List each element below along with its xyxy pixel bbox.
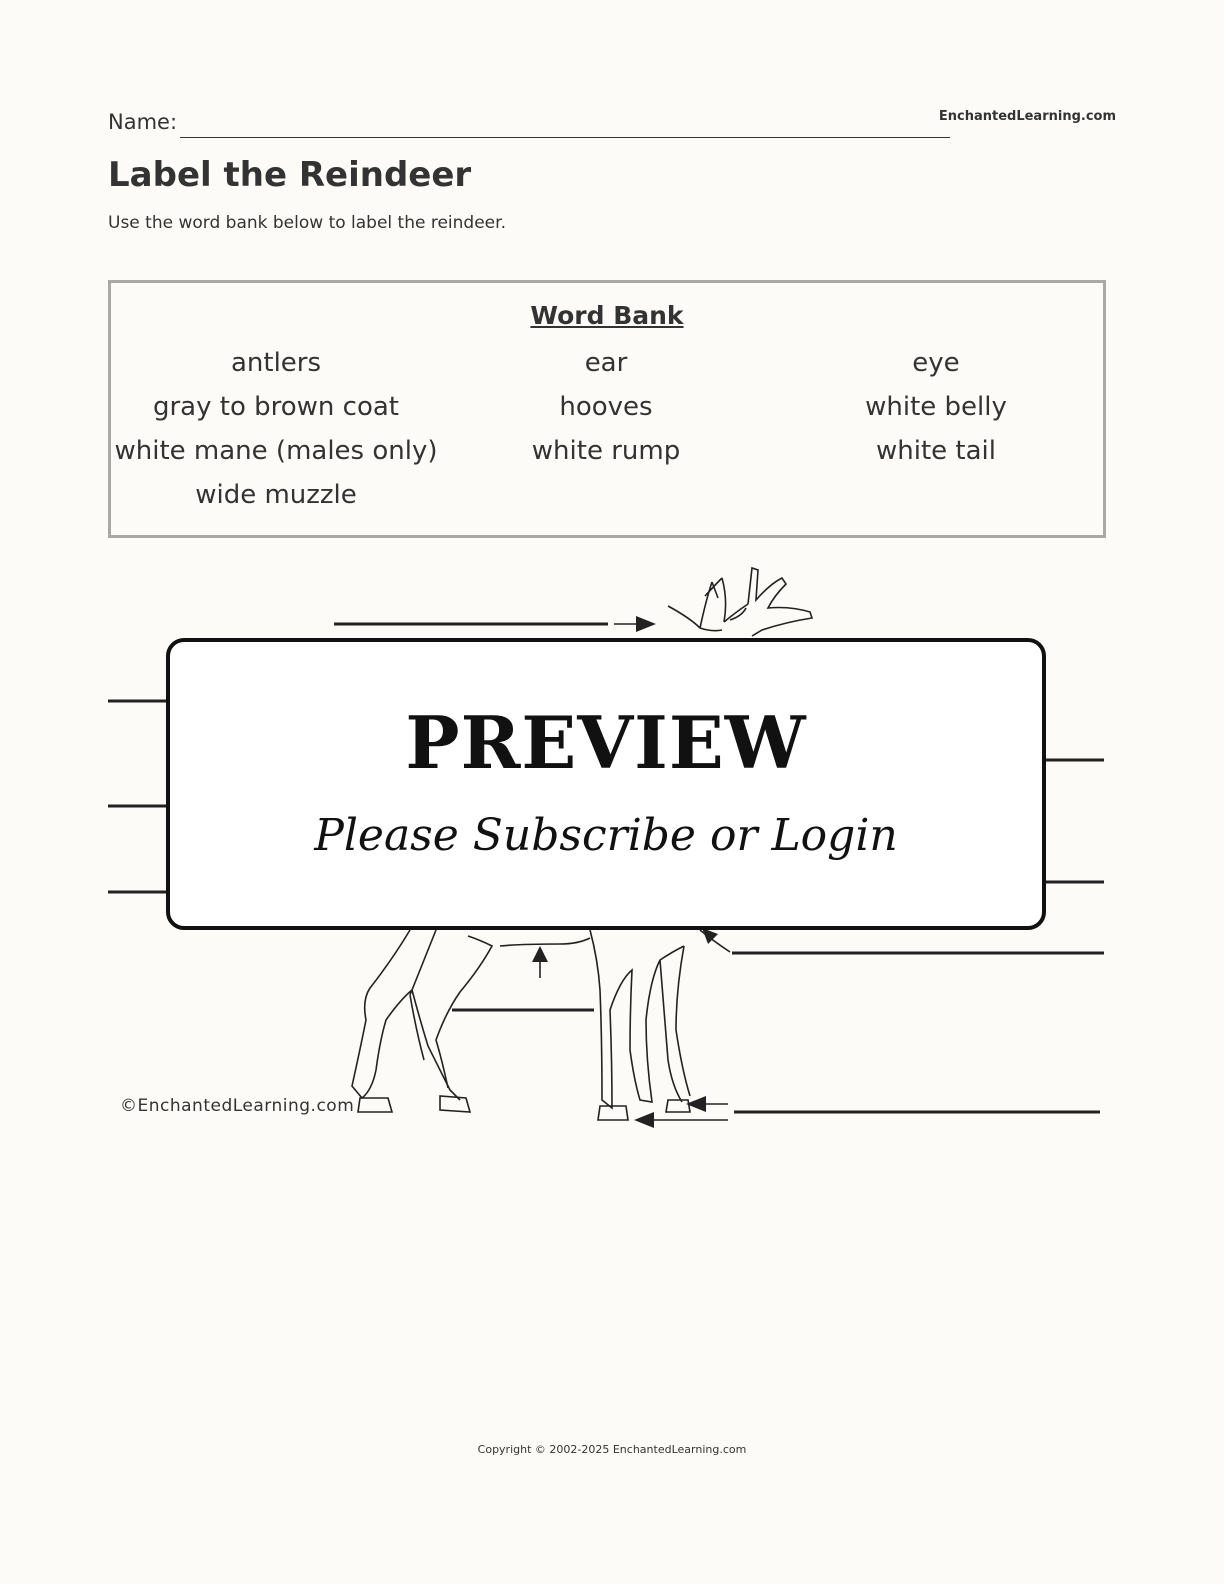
name-answer-line[interactable] (180, 137, 950, 138)
preview-overlay[interactable] (166, 638, 1046, 930)
word-bank-item: white mane (males only) (114, 436, 438, 466)
footer-copyright: Copyright © 2002-2025 EnchantedLearning.com (477, 1443, 747, 1456)
back-legs-drawing (352, 930, 460, 1100)
preview-subtitle: Please Subscribe or Login (314, 810, 898, 861)
word-bank-item: white rump (531, 436, 681, 466)
hooves-drawing (358, 1096, 470, 1112)
brand-text: EnchantedLearning.com (938, 109, 1116, 124)
word-bank-item: gray to brown coat (152, 392, 399, 422)
arrow-icon (636, 616, 656, 632)
arrow-icon (532, 946, 548, 962)
word-bank-item: eye (912, 348, 960, 378)
word-bank-item: ear (584, 348, 628, 378)
page-title: Label the Reindeer (108, 155, 472, 195)
word-bank-item: antlers (230, 348, 322, 378)
arrow-icon (634, 1112, 654, 1128)
word-bank-item: hooves (559, 392, 653, 422)
word-bank-title: Word Bank (530, 301, 684, 330)
instructions: Use the word bank below to label the reindeer. (108, 213, 506, 233)
word-bank-item: wide muzzle (195, 480, 357, 510)
antlers-drawing (668, 568, 812, 636)
preview-title: PREVIEW (405, 700, 807, 785)
word-bank (108, 280, 1106, 538)
image-credit: ©EnchantedLearning.com (120, 1096, 355, 1116)
front-legs-drawing (590, 930, 690, 1108)
word-bank-item: white tail (876, 436, 996, 466)
name-label: Name: (108, 110, 178, 134)
word-bank-grid (111, 345, 1103, 513)
word-bank-item: white belly (865, 392, 1007, 422)
